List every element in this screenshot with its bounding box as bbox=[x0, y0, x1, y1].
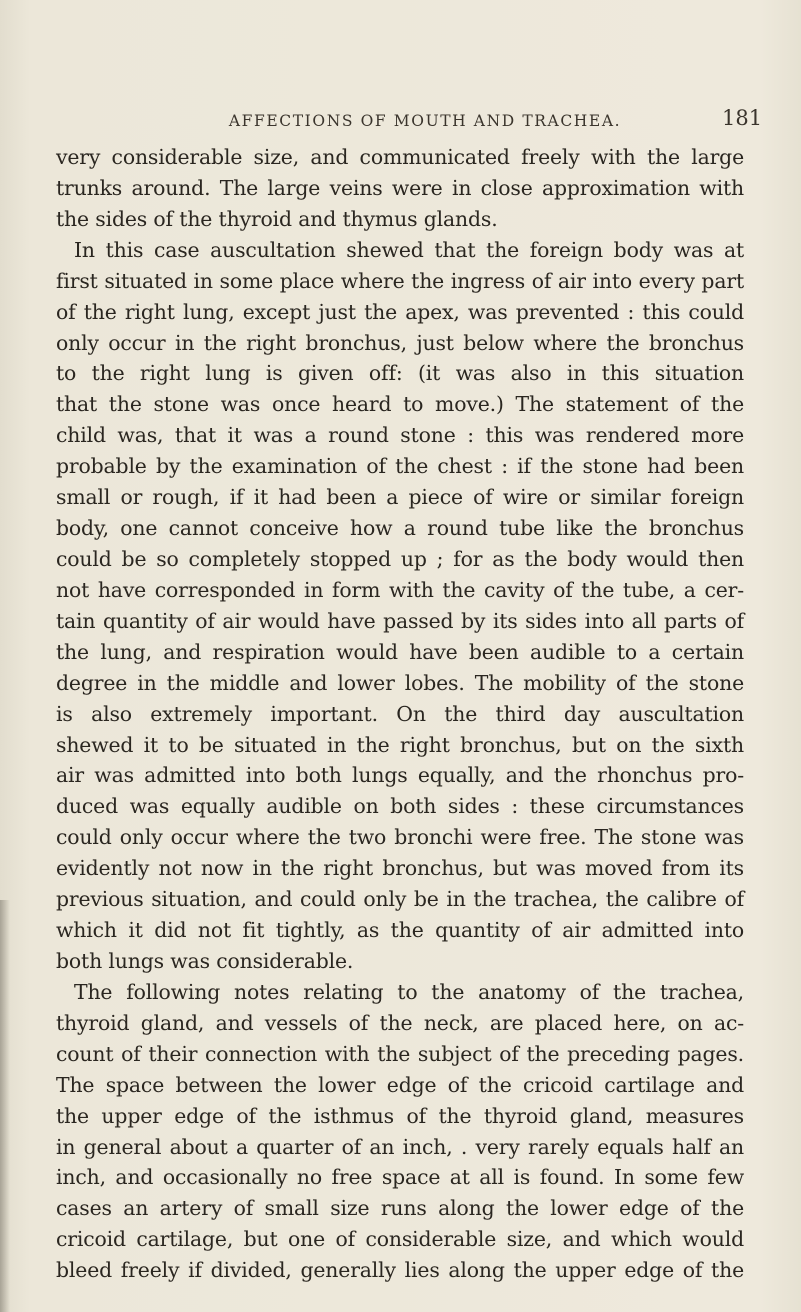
text-line: only occur in the right bronchus, just below where the bronchus bbox=[56, 330, 744, 355]
text-line: bleed freely if divided, generally lies along the upper edge of the bbox=[56, 1258, 744, 1283]
text-line: inch, and occasionally no free space at all is found. In some few bbox=[56, 1165, 744, 1190]
text-line: not have corresponded in form with the cavity of the tube, a cer- bbox=[56, 577, 744, 602]
text-line: trunks around. The large veins were in close approximation with bbox=[56, 175, 744, 200]
body-text bbox=[56, 142, 744, 1286]
text-line: could only occur where the two bronchi were free. The stone was bbox=[56, 825, 744, 850]
text-line: very considerable size, and communicated freely with the large bbox=[56, 145, 744, 169]
page-number: 181 bbox=[722, 106, 763, 130]
running-head: AFFECTIONS OF MOUTH AND TRACHEA. bbox=[228, 112, 622, 130]
text-line: In this case auscultation shewed that the foreign body was at bbox=[74, 237, 744, 262]
text-line: small or rough, if it had been a piece of wire or similar foreign bbox=[56, 485, 744, 510]
text-line: duced was equally audible on both sides : these circumstances bbox=[56, 794, 744, 819]
text-line: the upper edge of the isthmus of the thyroid gland, measures bbox=[56, 1103, 744, 1128]
text-line: evidently not now in the right bronchus, but was moved from its bbox=[56, 856, 744, 881]
text-line: previous situation, and could only be in the trachea, the calibre of bbox=[56, 887, 744, 912]
text-line: count of their connection with the subject of the preceding pages. bbox=[56, 1041, 744, 1066]
text-line: that the stone was once heard to move.) The statement of the bbox=[56, 392, 744, 417]
text-line: air was admitted into both lungs equally, and the rhonchus pro- bbox=[56, 763, 744, 788]
text-line: cricoid cartilage, but one of considerable size, and which would bbox=[56, 1227, 744, 1252]
text-line: The space between the lower edge of the cricoid cartilage and bbox=[56, 1072, 744, 1097]
text-line: in general about a quarter of an inch, . very rarely equals half an bbox=[56, 1134, 744, 1159]
text-line: The following notes relating to the anatomy of the trachea, bbox=[74, 979, 744, 1004]
text-line: is also extremely important. On the third day auscultation bbox=[56, 701, 744, 726]
text-line: could be so completely stopped up ; for as the body would then bbox=[56, 546, 744, 571]
text-line: to the right lung is given off: (it was also in this situation bbox=[56, 361, 744, 386]
text-line: which it did not fit tightly, as the quantity of air admitted into bbox=[56, 918, 744, 943]
text-line: tain quantity of air would have passed by its sides into all parts of bbox=[56, 608, 744, 633]
text-line: cases an artery of small size runs along the lower edge of the bbox=[56, 1196, 744, 1221]
text-line: both lungs was considerable. bbox=[56, 948, 354, 973]
text-line: degree in the middle and lower lobes. The mobility of the stone bbox=[56, 670, 744, 695]
text-line: thyroid gland, and vessels of the neck, are placed here, on ac- bbox=[56, 1010, 744, 1035]
text-line: the lung, and respiration would have been audible to a certain bbox=[56, 639, 744, 664]
text-line: shewed it to be situated in the right bronchus, but on the sixth bbox=[56, 732, 744, 757]
text-line: the sides of the thyroid and thymus glands. bbox=[56, 206, 498, 231]
text-line: body, one cannot conceive how a round tube like the bronchus bbox=[56, 516, 744, 541]
text-line: first situated in some place where the ingress of air into every part bbox=[56, 268, 744, 293]
text-line: probable by the examination of the chest : if the stone had been bbox=[56, 454, 744, 479]
page-edge-shadow bbox=[0, 900, 10, 1312]
text-line: of the right lung, except just the apex, was prevented : this could bbox=[56, 299, 744, 324]
text-line: child was, that it was a round stone : this was rendered more bbox=[56, 423, 744, 448]
